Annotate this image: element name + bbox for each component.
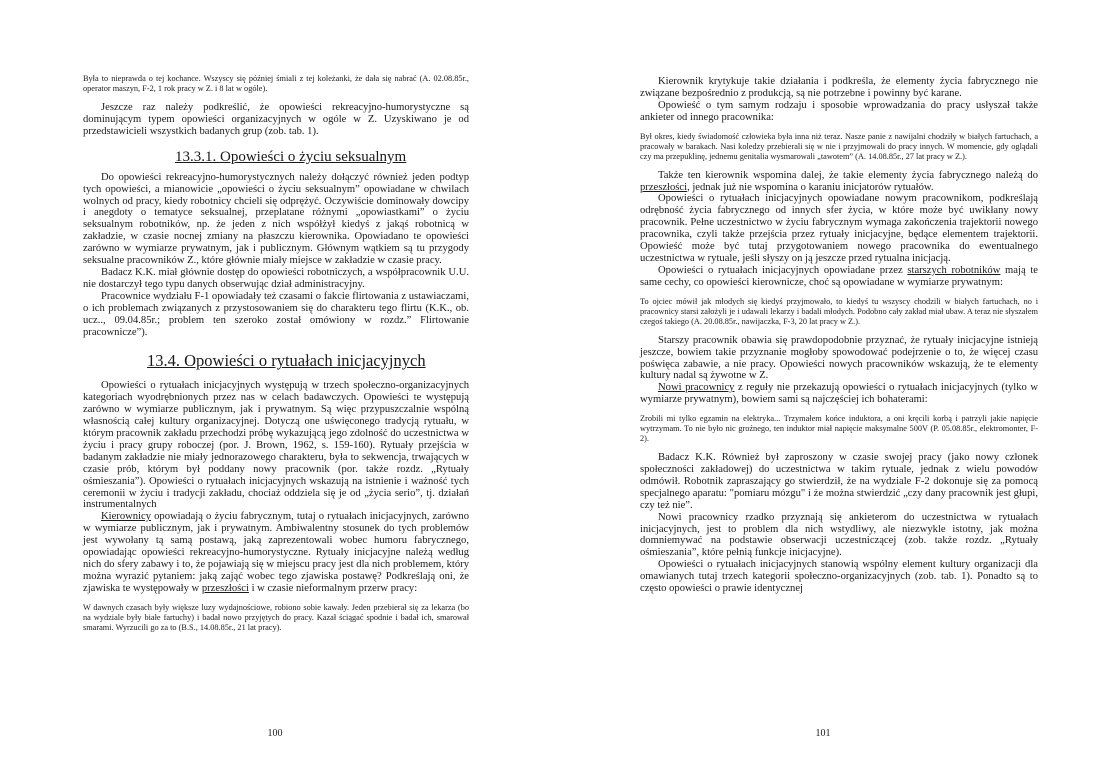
left-column [83,74,469,633]
paragraph: Opowieści o rytuałach inicjacyjnych stanowią wspólny element kultury organizacji dla omawianych tutaj trzech kategorii społeczno-organizacyjnych (zob. tab. 1). Ponadto są to często opowieści o prawie identycznej [640,559,1038,595]
paragraph: Jeszcze raz należy podkreślić, że opowieści rekreacyjno-humorystyczne są dominującym typem opowieści organizacyjnych w ogóle w Z. Uzyskiwano je od przedstawicieli wszystkich badanych grup (zob. tab. 1). [83,102,469,137]
paragraph: Badacz K.K. Również był zaproszony w czasie swojej pracy (jako nowy członek społeczności zakładowej) do uczestnictwa w takim rytuale, jednak z wielu powodów odmówił. Robotnik zapraszający go stwierdził, że na wydziale F-2 dokonuje się za pomocą specjalnego aparatu: "pomiaru mózgu" i że można stwierdzić „czy dany pracownik jest głupi, czy też nie”. [640,452,1038,511]
quote-block: Zrobili mi tylko egzamin na elektryka... Trzymałem końce induktora, a oni kręcili korbą i patrzyli jakie napięcie wytrzymam. To nie było nic groźnego, ten induktor miał napięcie maksymalne 500V (P. 05.08.85r., elektromonter, F-2). [640,414,1038,444]
paragraph: Kierownicy opowiadają o życiu fabrycznym, tutaj o rytuałach inicjacyjnych, zarówno w wymiarze publicznym, jak i prywatnym. Ambiwalentny stosunek do tych problemów jest wywołany tą samą postawą, jaką zaprezentowali wobec humoru fabrycznego, opowiadając opowieści rekreacyjno-humorystyczne. Rytuały inicjacyjne należą według nich do sfery zabawy i to, że pojawiają się w miejscu pracy jest dla nich problemem, który można wyrazić pytaniem: jaką zająć wobec tego zjawiska postawę? Podkreślają oni, że zjawiska te występowały w przeszłości i w czasie nieformalnym przerw pracy: [83,511,469,594]
quote-block: To ojciec mówił jak młodych się kiedyś przyjmowało, to kiedyś tu wszyscy chodzili w białych fartuchach, no i pracownicy starsi założyli je i udawali lekarzy i badali młodych. Podobno cały zakład miał ubaw. A teraz nie słyszałem czegoś takiego (A. 20.08.85r., nawijaczka, F-3, 20 lat pracy w Z.). [640,296,1038,326]
paragraph: Opowieści o rytuałach inicjacyjnych opowiadane przez starszych robotników mają te same cechy, co opowieści kierownicze, choć są opowiadane w wymiarze prywatnym: [640,264,1038,288]
paragraph: Także ten kierownik wspomina dalej, że takie elementy życia fabrycznego należą do przeszłości, jednak już nie wspomina o karaniu inicjatorów rytuałów. [640,169,1038,193]
page-number: 100 [267,728,283,739]
quote-block: Była to nieprawda o tej kochance. Wszyscy się później śmiali z tej koleżanki, że dała się nabrać (A. 02.08.85r., operator maszyn, F-2, 1 rok pracy w Z. i 8 lat w ogóle). [83,74,469,93]
paragraph: Nowi pracownicy rzadko przyznają się ankieterom do uczestnictwa w rytuałach inicjacyjnych, jest to problem dla nich wstydliwy, ale niezwykle istotny, jak można domniemywać na podstawie obserwacji uczestniczącej (zob. także rozdz. „Rytuały ośmieszania”, które pełnią funkcje inicjacyjne). [640,511,1038,559]
paragraph: Kierownik krytykuje takie działania i podkreśla, że elementy życia fabrycznego nie związane bezpośrednio z produkcją, są nie potrzebne i powinny być karane. [640,76,1038,99]
right-column [640,76,1038,595]
paragraph: Starszy pracownik obawia się prawdopodobnie przyznać, że rytuały inicjacyjne istnieją jeszcze, bowiem takie przyznanie mogłoby spowodować podejrzenie o to, że więcej czasu poświęca zabawie, a nie pracy. Opowieści nowych pracowników wskazują, że te elementy kultury nadal są żywotne w Z. [640,334,1038,382]
section-heading: 13.3.1. Opowieści o życiu seksualnym [175,148,407,165]
paragraph: Opowieść o tym samym rodzaju i sposobie wprowadzania do pracy usłyszał także ankieter od innego pracownika: [640,99,1038,123]
paragraph: Badacz K.K. miał głównie dostęp do opowieści robotniczych, a współpracownik U.U. nie dostarczył tego typu danych obserwując dział administracyjny. [83,266,469,290]
right-page [550,0,1100,778]
quote-block: Był okres, kiedy świadomość człowieka była inna niż teraz. Nasze panie z nawijalni chodziły w białych fartuchach, a pracowały w barakach. Nasi koledzy przebierali się w nie i przyjmowali do pracy innych. W momencie, gdy oglądali czy ma przepuklinę, jednemu genitalia wysmarowali „tawotem” (A. 14.08.85r., 27 lat pracy w Z.). [640,131,1038,161]
quote-block: W dawnych czasach były większe luzy wydajnościowe, robiono sobie kawały. Jeden przebierał się za lekarza (bo na wydziale były białe fartuchy) i badał nowo przyjętych do pracy. Kazał ściągać spodnie i badał ich, smarował smarami. Wyrzucili go za to (B.S., 14.08.85r., 21 lat pracy). [83,602,469,632]
section-heading: 13.4. Opowieści o rytuałach inicjacyjnych [147,351,426,371]
paragraph: Nowi pracownicy z reguły nie przekazują opowieści o rytuałach inicjacyjnych (tylko w wymiarze prywatnym), bowiem sami są najczęściej ich bohaterami: [640,382,1038,406]
paragraph: Pracownice wydziału F-1 opowiadały też czasami o fakcie flirtowania z ustawiaczami, o ich problemach związanych z przystosowaniem się do charakteru tego flirtu (K.K., ob. ucz.., 09.04.85r.; problem ten szeroko został omówiony w rozdz.” Flirtowanie pracownicze”). [83,290,469,338]
paragraph: Opowieści o rytuałach inicjacyjnych opowiadane nowym pracownikom, podkreślają odrębność życia fabrycznego od innych sfer życia, w które może być uwikłany nowy pracownik. Pełne uczestnictwo w życiu fabrycznym wymaga zakończenia trajektorii nowego pracownika, czyli także przejścia przez rytuały inicjacyjne, będące elementem trajektorii. Opowieść może być tutaj przygotowaniem nowego pracownika do ewentualnego uczestnictwa w rytuale, jeśli słyszy on ją jeszcze przed rytualna inicjacją. [640,193,1038,264]
paragraph: Opowieści o rytuałach inicjacyjnych występują w trzech społeczno-organizacyjnych kategoriach wyodrębnionych przez nas w celach badawczych. Opowieści te występują zarówno w wymiarze publicznym, jak i prywatnym. Są więc przypuszczalnie wspólną własnością całej kultury organizacyjnej. Dotyczą one uświęconego tradycją rytuału, w którym pracownik zakładu przechodzi próbę wykazującą jego zdolność do uczestnictwa w życiu i pracy grupy roboczej (por. J. Brown, 1962, s. 159-160). Rytuały przejścia w badanym zakładzie nie miały jednorazowego charakteru, była to sekwencja, trwających w czasie prób, którym był poddany nowy pracownik (por. także rozdz. „Rytuały ośmieszania”). Opowieści o rytuałach inicjacyjnych wskazują na istnienie i ważność tych ceremonii w życiu i tradycji zakładu, chociaż oddziela się je od „życia serio”, tj. działań instrumentalnych [83,380,469,511]
page-number: 101 [815,728,831,739]
paragraph: Do opowieści rekreacyjno-humorystycznych należy dołączyć również jeden podtyp tych opowieści, a mianowicie „opowieści o życiu seksualnym” opowiadane w chwilach wolnych od pracy, kiedy robotnicy chcieli się odprężyć. Oczywiście dominowały dowcipy i anegdoty o tematyce seksualnej, przeplatane różnymi „opowiastkami” o życiu seksualnym robotników, np. że jeden z nich współżył kiedyś z jakąś robotnicą w zakładzie, w czasie nocnej zmiany na płaszczu kierownika. Opowiadano te opowieści zarówno w wymiarze prywatnym, jak i publicznym. Głównym wątkiem są tu przygody seksualne pracowników Z., które głównie miały miejsce w zakładzie w czasie pracy. [83,171,469,267]
